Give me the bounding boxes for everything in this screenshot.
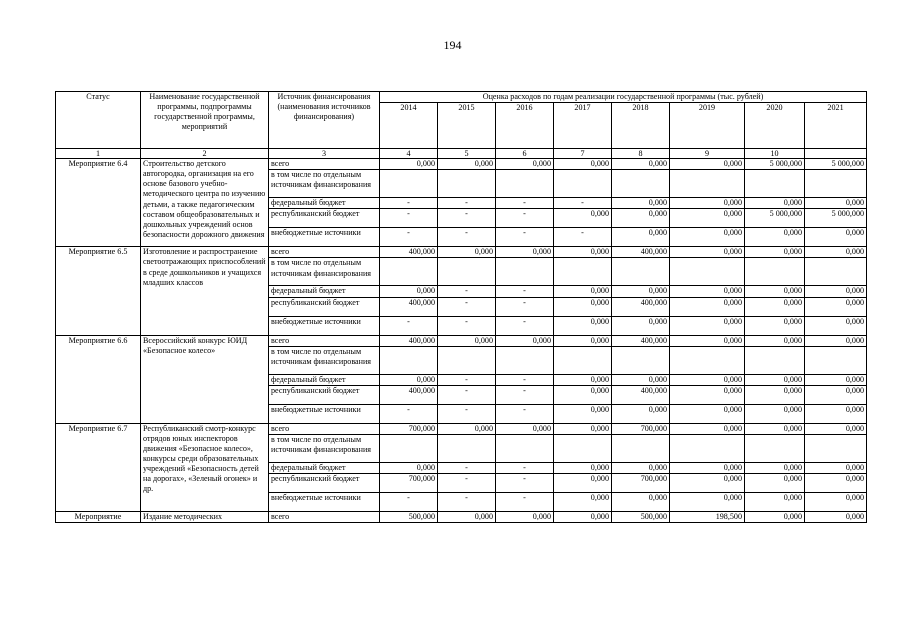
value-cell: 0,000 [496, 335, 554, 346]
value-cell: 0,000 [805, 462, 867, 473]
funding-source: федеральный бюджет [269, 462, 380, 473]
funding-source: всего [269, 159, 380, 170]
header-year: 2018 [612, 103, 670, 149]
column-number: 4 [380, 149, 438, 159]
value-cell: - [496, 385, 554, 404]
value-cell: 0,000 [745, 374, 805, 385]
value-cell: 500,000 [612, 511, 670, 522]
value-cell: 0,000 [612, 462, 670, 473]
value-cell: 0,000 [612, 228, 670, 247]
value-cell: 0,000 [496, 511, 554, 522]
header-year: 2014 [380, 103, 438, 149]
value-cell: 0,000 [670, 462, 745, 473]
value-cell: 400,000 [612, 247, 670, 258]
value-cell: 0,000 [805, 374, 867, 385]
value-cell: 0,000 [805, 316, 867, 335]
value-cell [670, 346, 745, 374]
header-year: 2020 [745, 103, 805, 149]
funding-source: внебюджетные источники [269, 228, 380, 247]
value-cell: 0,000 [745, 297, 805, 316]
funding-source: всего [269, 247, 380, 258]
value-cell: - [438, 473, 496, 492]
value-cell: 0,000 [745, 286, 805, 297]
value-cell: 0,000 [612, 209, 670, 228]
funding-source: внебюджетные источники [269, 404, 380, 423]
value-cell: 0,000 [745, 511, 805, 522]
value-cell: 0,000 [670, 297, 745, 316]
value-cell: - [438, 404, 496, 423]
value-cell: 0,000 [612, 374, 670, 385]
value-cell: 0,000 [670, 316, 745, 335]
header-year: 2019 [670, 103, 745, 149]
value-cell: 400,000 [380, 385, 438, 404]
value-cell: 0,000 [612, 404, 670, 423]
value-cell: 0,000 [554, 247, 612, 258]
value-cell: 0,000 [612, 159, 670, 170]
column-number: 7 [554, 149, 612, 159]
measure-status: Мероприятие [56, 511, 141, 522]
measure-status: Мероприятие 6.5 [56, 247, 141, 335]
header-status: Статус [56, 92, 141, 149]
value-cell: - [380, 198, 438, 209]
value-cell: 0,000 [745, 316, 805, 335]
table-body [56, 159, 867, 523]
measure-name: Республиканский смотр-конкурс отрядов юных инспекторов движения «Безопасное колесо», конкурсы среди образовательных учреждений «Безопасность детей на дорогах», «Зеленый огонек» и др. [141, 423, 269, 511]
column-number: 3 [269, 149, 380, 159]
value-cell: 0,000 [805, 247, 867, 258]
measure-status: Мероприятие 6.6 [56, 335, 141, 423]
value-cell: 0,000 [554, 473, 612, 492]
value-cell: 700,000 [612, 473, 670, 492]
measure-name: Строительство детского автогородка, организация на его основе базового учебно-методического центра по изучению детьми, а также педагогическим составом общеобразовательных и дошкольных учреждений основ безопасности дорожного движения [141, 159, 269, 247]
value-cell: 5 000,000 [805, 209, 867, 228]
measure-name: Издание методических [141, 511, 269, 522]
value-cell: - [496, 209, 554, 228]
value-cell [805, 258, 867, 286]
value-cell: 0,000 [554, 286, 612, 297]
value-cell: 5 000,000 [745, 209, 805, 228]
value-cell: 0,000 [805, 297, 867, 316]
value-cell: - [380, 404, 438, 423]
value-cell [805, 346, 867, 374]
value-cell: 0,000 [745, 385, 805, 404]
value-cell: 0,000 [805, 404, 867, 423]
value-cell: 400,000 [380, 335, 438, 346]
value-cell: - [496, 316, 554, 335]
value-cell: 0,000 [554, 159, 612, 170]
table-row [56, 511, 867, 522]
value-cell: 5 000,000 [745, 159, 805, 170]
value-cell: 0,000 [612, 492, 670, 511]
table-row [56, 247, 867, 258]
funding-source: внебюджетные источники [269, 316, 380, 335]
value-cell: 0,000 [805, 286, 867, 297]
value-cell: - [380, 316, 438, 335]
value-cell: 0,000 [380, 159, 438, 170]
funding-source: федеральный бюджет [269, 286, 380, 297]
value-cell: 0,000 [438, 511, 496, 522]
header-year: 2017 [554, 103, 612, 149]
value-cell: - [438, 297, 496, 316]
column-number: 10 [745, 149, 805, 159]
value-cell [745, 434, 805, 462]
column-number: 6 [496, 149, 554, 159]
value-cell [496, 258, 554, 286]
value-cell: 400,000 [612, 297, 670, 316]
column-number: 9 [670, 149, 745, 159]
value-cell: 0,000 [612, 286, 670, 297]
value-cell: 0,000 [805, 198, 867, 209]
value-cell: 0,000 [745, 492, 805, 511]
value-cell [805, 434, 867, 462]
value-cell: 0,000 [554, 374, 612, 385]
value-cell [380, 346, 438, 374]
value-cell: 0,000 [554, 297, 612, 316]
funding-source: федеральный бюджет [269, 374, 380, 385]
measure-status: Мероприятие 6.4 [56, 159, 141, 247]
value-cell: 0,000 [745, 198, 805, 209]
measure-name: Изготовление и распространение светоотражающих приспособлений в среде дошкольников и учащихся младших классов [141, 247, 269, 335]
value-cell: 198,500 [670, 511, 745, 522]
value-cell: 0,000 [438, 423, 496, 434]
value-cell: 0,000 [745, 228, 805, 247]
value-cell [670, 170, 745, 198]
header-year: 2021 [805, 103, 867, 149]
page-number: 194 [443, 38, 462, 52]
value-cell: 0,000 [805, 473, 867, 492]
value-cell: 0,000 [805, 492, 867, 511]
value-cell: 0,000 [554, 423, 612, 434]
value-cell: 0,000 [438, 335, 496, 346]
funding-source: в том числе по отдельным источникам финансирования [269, 434, 380, 462]
value-cell: 0,000 [554, 511, 612, 522]
value-cell: 0,000 [438, 159, 496, 170]
value-cell [612, 258, 670, 286]
value-cell [670, 434, 745, 462]
value-cell: - [438, 316, 496, 335]
funding-source: всего [269, 423, 380, 434]
value-cell: 0,000 [554, 335, 612, 346]
value-cell [438, 346, 496, 374]
funding-source: всего [269, 335, 380, 346]
value-cell: 700,000 [380, 473, 438, 492]
value-cell [745, 258, 805, 286]
value-cell: 0,000 [670, 209, 745, 228]
measure-status: Мероприятие 6.7 [56, 423, 141, 511]
value-cell: 0,000 [805, 511, 867, 522]
value-cell: 0,000 [745, 423, 805, 434]
value-cell: 0,000 [554, 209, 612, 228]
value-cell: 0,000 [554, 404, 612, 423]
value-cell: 0,000 [670, 374, 745, 385]
value-cell [554, 434, 612, 462]
value-cell [612, 170, 670, 198]
value-cell: 0,000 [496, 159, 554, 170]
funding-source: в том числе по отдельным источникам финансирования [269, 170, 380, 198]
value-cell: - [496, 404, 554, 423]
column-number: 8 [612, 149, 670, 159]
value-cell [670, 258, 745, 286]
value-cell: 0,000 [496, 423, 554, 434]
value-cell: 0,000 [670, 228, 745, 247]
value-cell [380, 258, 438, 286]
value-cell [554, 258, 612, 286]
value-cell: - [554, 228, 612, 247]
value-cell [745, 170, 805, 198]
value-cell: 0,000 [438, 247, 496, 258]
value-cell: 0,000 [745, 462, 805, 473]
value-cell: - [438, 462, 496, 473]
funding-source: республиканский бюджет [269, 297, 380, 316]
value-cell: - [496, 228, 554, 247]
value-cell [438, 434, 496, 462]
value-cell: 0,000 [670, 385, 745, 404]
value-cell [438, 258, 496, 286]
value-cell: - [496, 286, 554, 297]
budget-table [55, 91, 867, 523]
value-cell: - [496, 473, 554, 492]
column-number: 1 [56, 149, 141, 159]
value-cell [612, 434, 670, 462]
value-cell: - [380, 492, 438, 511]
value-cell: - [554, 198, 612, 209]
value-cell: 0,000 [745, 335, 805, 346]
value-cell: 0,000 [670, 247, 745, 258]
value-cell: 0,000 [670, 335, 745, 346]
table-row [56, 335, 867, 346]
header-source: Источник финансирования (наименования источников финансирования) [269, 92, 380, 149]
value-cell [496, 170, 554, 198]
value-cell: 0,000 [745, 247, 805, 258]
value-cell: - [438, 198, 496, 209]
value-cell [380, 170, 438, 198]
value-cell: 0,000 [380, 374, 438, 385]
value-cell: 0,000 [805, 423, 867, 434]
value-cell: - [496, 297, 554, 316]
value-cell: 0,000 [670, 473, 745, 492]
value-cell: - [496, 374, 554, 385]
value-cell: 0,000 [670, 198, 745, 209]
value-cell: 400,000 [380, 297, 438, 316]
value-cell: 0,000 [554, 492, 612, 511]
value-cell: - [496, 462, 554, 473]
value-cell: - [438, 228, 496, 247]
value-cell: 0,000 [670, 404, 745, 423]
value-cell: - [380, 209, 438, 228]
funding-source: республиканский бюджет [269, 473, 380, 492]
value-cell: 500,000 [380, 511, 438, 522]
value-cell: 0,000 [670, 423, 745, 434]
value-cell: 0,000 [670, 286, 745, 297]
funding-source: всего [269, 511, 380, 522]
header-estimate: Оценка расходов по годам реализации государственной программы (тыс. рублей) [380, 92, 867, 103]
value-cell: 0,000 [380, 286, 438, 297]
value-cell: 700,000 [612, 423, 670, 434]
value-cell: - [438, 385, 496, 404]
value-cell [805, 170, 867, 198]
value-cell: 0,000 [805, 228, 867, 247]
funding-source: в том числе по отдельным источникам финансирования [269, 258, 380, 286]
value-cell: 0,000 [612, 198, 670, 209]
value-cell [496, 434, 554, 462]
value-cell [554, 346, 612, 374]
value-cell: 0,000 [554, 316, 612, 335]
value-cell: 700,000 [380, 423, 438, 434]
value-cell: 0,000 [745, 473, 805, 492]
value-cell [496, 346, 554, 374]
value-cell: - [438, 209, 496, 228]
table-row [56, 423, 867, 434]
header-name: Наименование государственной программы, подпрограммы государственной программы, мероприятий [141, 92, 269, 149]
value-cell: 0,000 [380, 462, 438, 473]
value-cell: - [496, 198, 554, 209]
funding-source: федеральный бюджет [269, 198, 380, 209]
value-cell: - [438, 492, 496, 511]
column-number: 2 [141, 149, 269, 159]
value-cell: 400,000 [612, 385, 670, 404]
value-cell [380, 434, 438, 462]
funding-source: в том числе по отдельным источникам финансирования [269, 346, 380, 374]
value-cell: 0,000 [496, 247, 554, 258]
value-cell: 400,000 [612, 335, 670, 346]
funding-source: внебюджетные источники [269, 492, 380, 511]
value-cell: - [496, 492, 554, 511]
value-cell: 400,000 [380, 247, 438, 258]
value-cell: 0,000 [554, 385, 612, 404]
value-cell: - [438, 374, 496, 385]
value-cell [438, 170, 496, 198]
column-number [805, 149, 867, 159]
measure-name: Всероссийский конкурс ЮИД «Безопасное колесо» [141, 335, 269, 423]
value-cell [554, 170, 612, 198]
column-number: 5 [438, 149, 496, 159]
value-cell [745, 346, 805, 374]
value-cell: 5 000,000 [805, 159, 867, 170]
value-cell: - [438, 286, 496, 297]
funding-source: республиканский бюджет [269, 209, 380, 228]
value-cell: 0,000 [745, 404, 805, 423]
header-year: 2015 [438, 103, 496, 149]
value-cell: 0,000 [805, 385, 867, 404]
value-cell: 0,000 [612, 316, 670, 335]
value-cell: 0,000 [805, 335, 867, 346]
value-cell: 0,000 [670, 159, 745, 170]
funding-source: республиканский бюджет [269, 385, 380, 404]
value-cell [612, 346, 670, 374]
value-cell: - [380, 228, 438, 247]
table-row [56, 159, 867, 170]
header-year: 2016 [496, 103, 554, 149]
value-cell: 0,000 [554, 462, 612, 473]
value-cell: 0,000 [670, 492, 745, 511]
